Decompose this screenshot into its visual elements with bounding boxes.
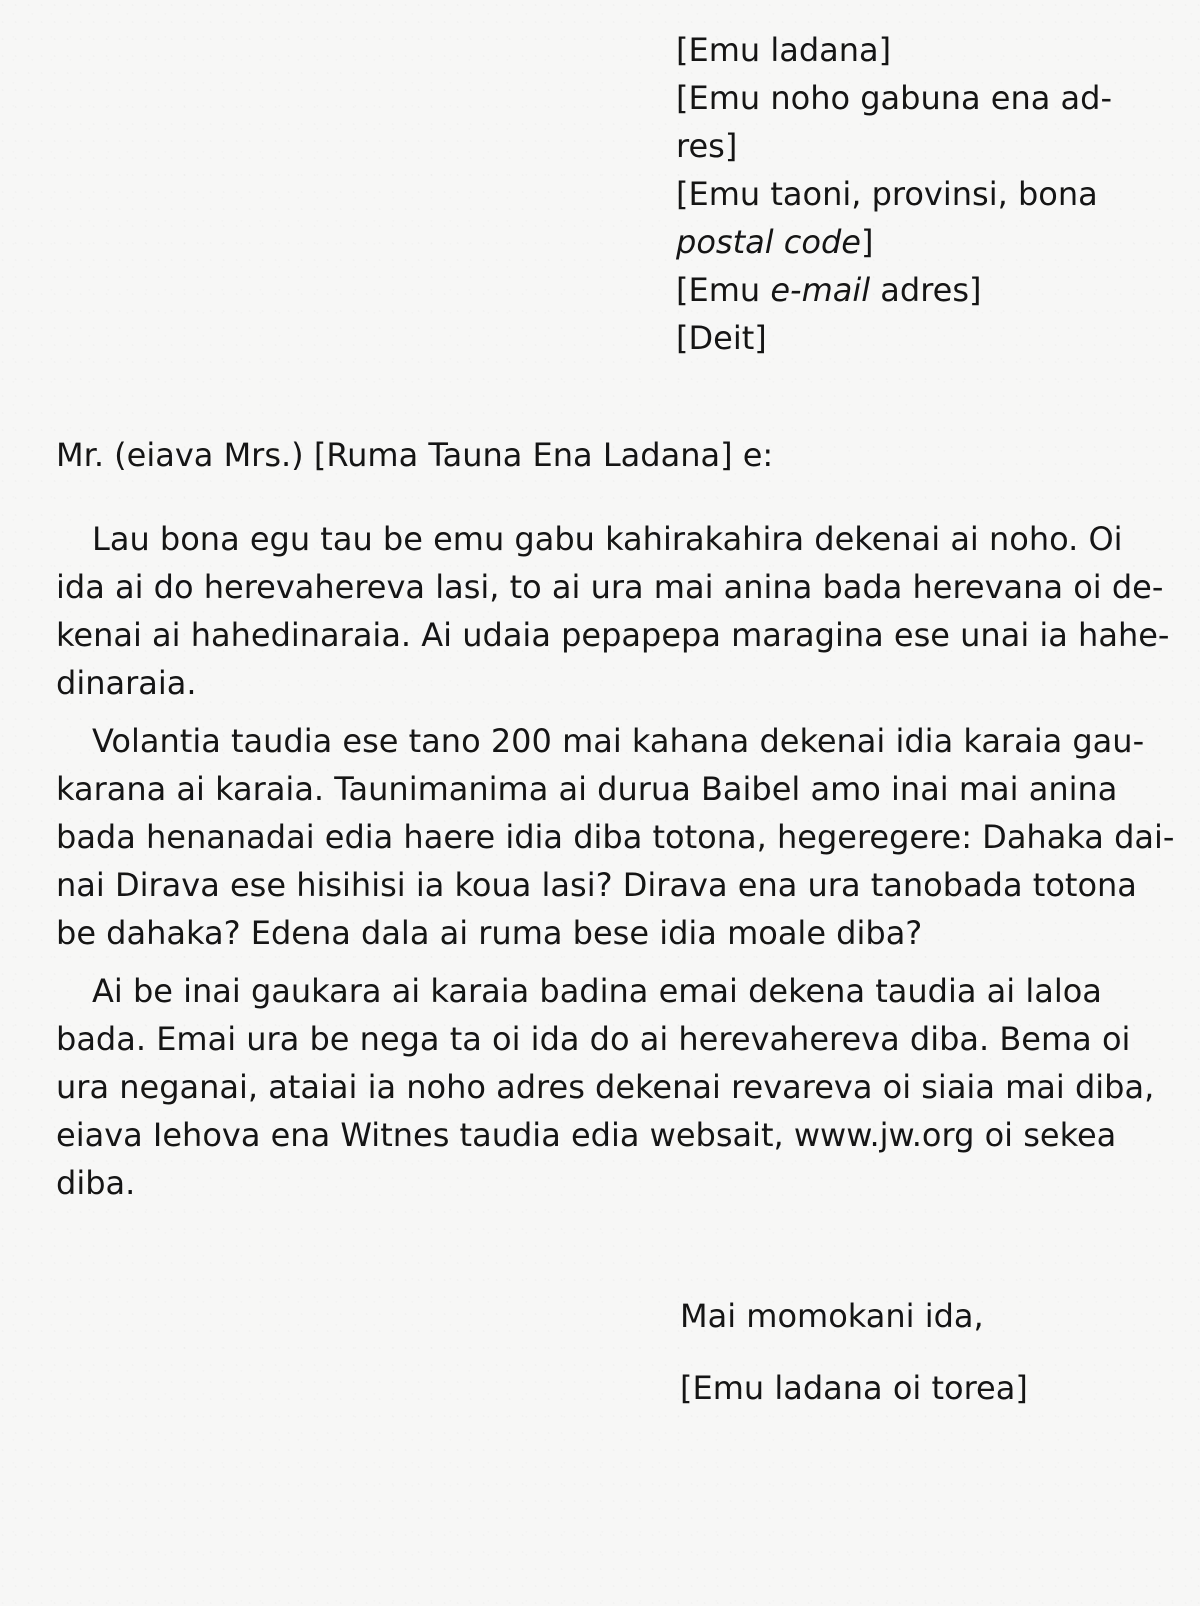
paragraph-line: Ai be inai gaukara ai karaia badina emai dekena taudia ai laloa bbox=[92, 972, 1102, 1010]
signature-placeholder: [Emu ladana oi torea] bbox=[680, 1369, 1028, 1407]
postal-code-suffix: ] bbox=[860, 223, 874, 261]
letter-body bbox=[56, 515, 1175, 1217]
closing-line: Mai momokani ida, bbox=[680, 1297, 984, 1335]
paragraph-line: bada henanadai edia haere idia diba totona, hegeregere: Dahaka dai- bbox=[56, 818, 1175, 856]
postal-code-italic: postal code bbox=[676, 223, 861, 261]
body-paragraph-2 bbox=[56, 717, 1175, 957]
paragraph-line: kenai ai hahedinaraia. Ai udaia pepapepa maragina ese unai ia hahe- bbox=[56, 616, 1170, 654]
email-suffix: adres] bbox=[870, 271, 982, 309]
sender-address-line-2: res] bbox=[676, 127, 738, 165]
paragraph-line: Volantia taudia ese tano 200 mai kahana dekenai idia karaia gau- bbox=[92, 722, 1145, 760]
email-prefix: [Emu bbox=[676, 271, 771, 309]
body-paragraph-3 bbox=[56, 967, 1155, 1207]
sender-email-line bbox=[676, 266, 1126, 314]
paragraph-line: ura neganai, ataiai ia noho adres dekenai revareva oi siaia mai diba, bbox=[56, 1068, 1155, 1106]
paragraph-line: diba. bbox=[56, 1164, 136, 1202]
letter-date: [Deit] bbox=[676, 319, 767, 357]
paragraph-line: karana ai karaia. Taunimanima ai durua Baibel amo inai mai anina bbox=[56, 770, 1118, 808]
sender-name: [Emu ladana] bbox=[676, 31, 892, 69]
sender-address-block bbox=[676, 26, 1126, 362]
paragraph-line: eiava Iehova ena Witnes taudia edia websait, www.jw.org oi sekea bbox=[56, 1116, 1117, 1154]
paragraph-line: nai Dirava ese hisihisi ia koua lasi? Dirava ena ura tanobada totona bbox=[56, 866, 1137, 904]
paragraph-line: ida ai do herevahereva lasi, to ai ura mai anina bada herevana oi de- bbox=[56, 568, 1164, 606]
paragraph-line: dinaraia. bbox=[56, 664, 197, 702]
sender-city-line-2 bbox=[676, 218, 1126, 266]
paragraph-line: bada. Emai ura be nega ta oi ida do ai herevahereva diba. Bema oi bbox=[56, 1020, 1131, 1058]
sender-city-line-1: [Emu taoni, provinsi, bona bbox=[676, 175, 1098, 213]
salutation: Mr. (eiava Mrs.) [Ruma Tauna Ena Ladana] e: bbox=[56, 436, 774, 474]
paragraph-line: be dahaka? Edena dala ai ruma bese idia moale diba? bbox=[56, 914, 923, 952]
paragraph-line: Lau bona egu tau be emu gabu kahirakahira dekenai ai noho. Oi bbox=[92, 520, 1123, 558]
sender-address-line-1: [Emu noho gabuna ena ad- bbox=[676, 79, 1113, 117]
email-italic: e-mail bbox=[770, 271, 871, 309]
body-paragraph-1 bbox=[56, 515, 1170, 707]
